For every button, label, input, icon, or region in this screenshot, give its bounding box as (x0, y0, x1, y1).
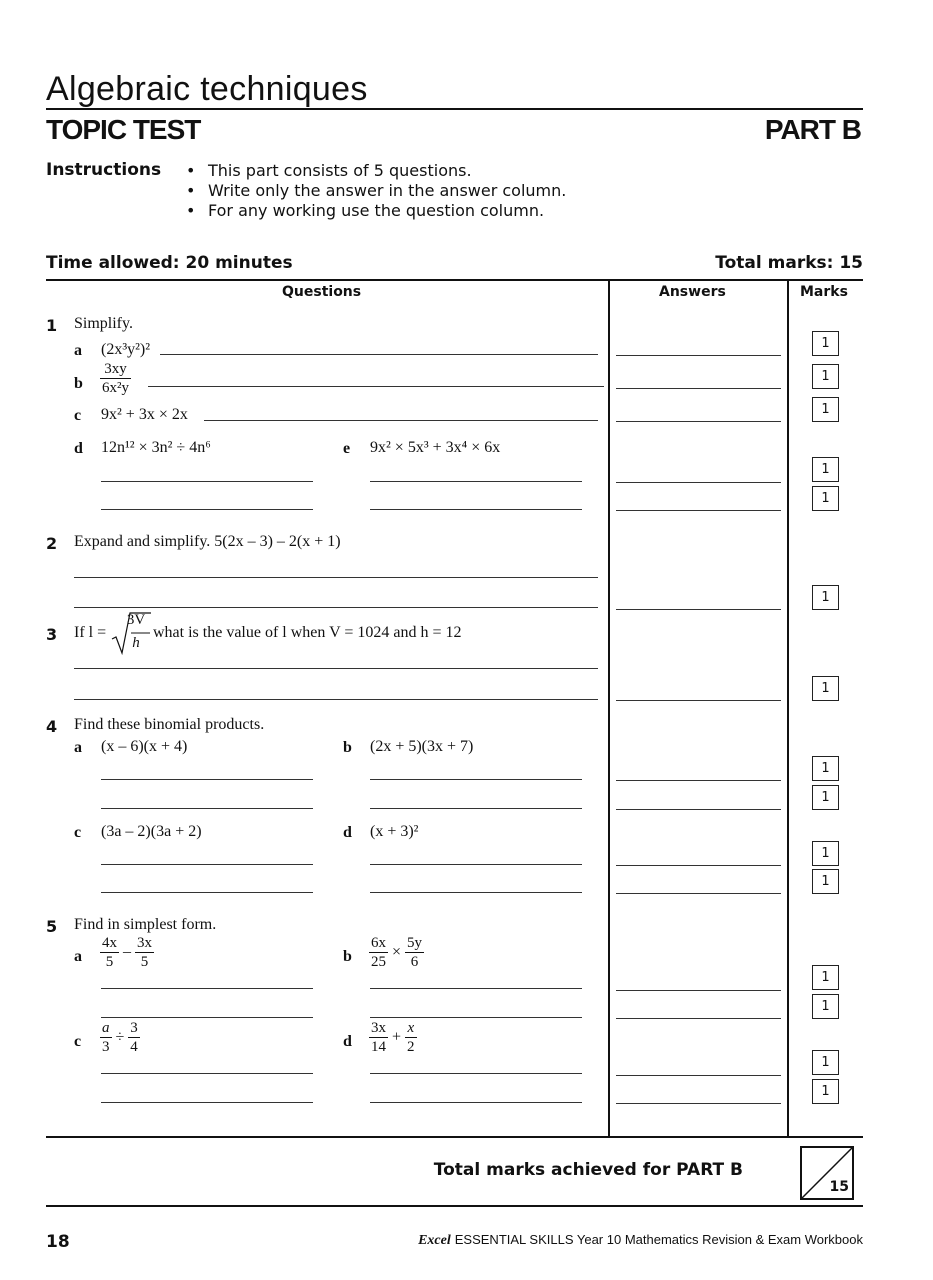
part-label: d (74, 440, 83, 457)
math-expression: 9x² × 5x³ + 3x⁴ × 6x (370, 439, 501, 456)
fraction-numerator: a (102, 1020, 110, 1036)
question-prompt-start: If l = (74, 624, 107, 641)
book-title (418, 1232, 863, 1249)
instructions-list (186, 161, 566, 221)
answer-line[interactable] (616, 1075, 781, 1076)
sqrt-numerator: 3V (126, 612, 146, 628)
working-line[interactable] (74, 607, 598, 608)
mark-box: 1 (812, 994, 839, 1019)
mark-box: 1 (812, 1079, 839, 1104)
part-label: d (343, 824, 352, 841)
section-title: TOPIC TEST (46, 114, 201, 145)
fraction-denominator: 5 (140, 954, 149, 970)
working-line[interactable] (101, 808, 313, 809)
fraction-expression (100, 362, 131, 396)
fraction-numerator: 5y (407, 935, 423, 951)
question-number: 4 (46, 717, 58, 736)
working-line[interactable] (204, 420, 598, 421)
answer-line[interactable] (616, 865, 781, 866)
mark-box: 1 (812, 331, 839, 356)
answer-line[interactable] (616, 809, 781, 810)
working-line[interactable] (370, 892, 582, 893)
part-label: b (343, 739, 352, 756)
working-line[interactable] (101, 509, 313, 510)
working-line[interactable] (101, 779, 313, 780)
instruction-item: • Write only the answer in the answer column. (186, 181, 566, 201)
questions-column-header: Questions (282, 284, 362, 300)
mark-box: 1 (812, 585, 839, 610)
math-expression: 12n¹² × 3n² ÷ 4n⁶ (101, 439, 211, 456)
fraction-expression (100, 936, 154, 970)
answer-line[interactable] (616, 780, 781, 781)
sqrt-denominator: h (132, 635, 140, 651)
question-prompt: Find these binomial products. (74, 716, 265, 733)
math-expression: (x – 6)(x + 4) (101, 738, 188, 755)
working-line[interactable] (370, 509, 582, 510)
working-line[interactable] (370, 779, 582, 780)
working-line[interactable] (74, 577, 598, 578)
working-line[interactable] (148, 386, 604, 387)
working-line[interactable] (370, 1017, 582, 1018)
question-prompt: Find in simplest form. (74, 916, 217, 933)
mark-box: 1 (812, 486, 839, 511)
working-line[interactable] (370, 988, 582, 989)
working-line[interactable] (101, 481, 313, 482)
header-rule (46, 108, 863, 110)
working-line[interactable] (370, 481, 582, 482)
total-achieved-box[interactable] (800, 1146, 854, 1200)
answer-line[interactable] (616, 355, 781, 356)
fraction-denominator: 5 (105, 954, 114, 970)
operator: ÷ (115, 1028, 125, 1046)
answer-line[interactable] (616, 700, 781, 701)
chapter-title: Algebraic techniques (46, 70, 368, 108)
part-label: e (343, 440, 351, 457)
operator: × (392, 943, 402, 961)
part-label: d (343, 1033, 352, 1050)
marks-divider (787, 279, 789, 1137)
working-line[interactable] (160, 354, 598, 355)
footer-rule (46, 1205, 863, 1207)
working-line[interactable] (101, 1102, 313, 1103)
fraction-expression (369, 1021, 417, 1055)
fraction-denominator: 3 (102, 1039, 110, 1055)
fraction-numerator: 3x (137, 935, 152, 951)
working-line[interactable] (74, 668, 598, 669)
part-label: b (343, 948, 352, 965)
fraction-expression (100, 1021, 140, 1055)
part-label: a (74, 342, 82, 359)
part-title: PART B (764, 114, 861, 145)
answer-line[interactable] (616, 388, 781, 389)
fraction-denominator: 14 (371, 1039, 386, 1055)
mark-box: 1 (812, 1050, 839, 1075)
working-line[interactable] (101, 1073, 313, 1074)
brand-logo: Excel (418, 1233, 451, 1248)
working-line[interactable] (370, 864, 582, 865)
working-line[interactable] (101, 892, 313, 893)
table-top-rule (46, 279, 863, 281)
part-label: b (74, 375, 83, 392)
answer-line[interactable] (616, 482, 781, 483)
math-expression: (x + 3)² (370, 823, 419, 840)
fraction-denominator: 25 (371, 954, 386, 970)
working-line[interactable] (101, 864, 313, 865)
part-label: c (74, 824, 82, 841)
instruction-item: • This part consists of 5 questions. (186, 161, 566, 181)
part-label: a (74, 739, 82, 756)
working-line[interactable] (101, 1017, 313, 1018)
fraction-denominator: 6 (410, 954, 419, 970)
answer-line[interactable] (616, 421, 781, 422)
answer-line[interactable] (616, 893, 781, 894)
math-expression: 9x² + 3x × 2x (101, 406, 188, 423)
answer-line[interactable] (616, 510, 781, 511)
fraction-numerator: 4x (102, 935, 117, 951)
question-number: 5 (46, 917, 58, 936)
fraction-numerator: 3xy (100, 362, 131, 379)
mark-box: 1 (812, 965, 839, 990)
operator: – (123, 943, 131, 961)
operator: + (392, 1028, 402, 1046)
question-number: 3 (46, 625, 58, 644)
fraction-denominator: 6x²y (102, 380, 129, 396)
question-prompt: Simplify. (74, 315, 133, 332)
fraction-expression (369, 936, 424, 970)
working-line[interactable] (370, 808, 582, 809)
instructions-label: Instructions (46, 160, 162, 180)
mark-box: 1 (812, 841, 839, 866)
mark-box: 1 (812, 869, 839, 894)
total-marks: Total marks: 15 (715, 253, 863, 273)
total-achieved-label: Total marks achieved for PART B (433, 1160, 743, 1180)
time-allowed: Time allowed: 20 minutes (46, 253, 293, 273)
instruction-item: • For any working use the question column. (186, 201, 566, 221)
answers-divider (608, 279, 610, 1137)
question-number: 1 (46, 316, 58, 335)
table-bottom-rule (46, 1136, 863, 1138)
math-expression: (2x³y²)² (101, 341, 151, 358)
question-prompt: Expand and simplify. 5(2x – 3) – 2(x + 1) (74, 533, 341, 550)
mark-box: 1 (812, 676, 839, 701)
page-number: 18 (46, 1232, 70, 1252)
answer-line[interactable] (616, 990, 781, 991)
fraction-denominator: 2 (407, 1039, 415, 1055)
math-expression: (2x + 5)(3x + 7) (370, 738, 474, 755)
working-line[interactable] (370, 1073, 582, 1074)
book-title-text: ESSENTIAL SKILLS Year 10 Mathematics Revision & Exam Workbook (454, 1232, 863, 1247)
mark-box: 1 (812, 397, 839, 422)
fraction-numerator: 6x (371, 935, 386, 951)
fraction-numerator: 3x (371, 1020, 386, 1036)
marks-column-header: Marks (800, 284, 848, 300)
question-number: 2 (46, 534, 58, 553)
math-expression: (3a – 2)(3a + 2) (101, 823, 202, 840)
fraction-numerator: 3 (130, 1020, 138, 1036)
mark-box: 1 (812, 457, 839, 482)
working-line[interactable] (101, 988, 313, 989)
fraction-numerator: x (405, 1021, 417, 1038)
mark-box: 1 (812, 756, 839, 781)
answer-line[interactable] (616, 1018, 781, 1019)
mark-box: 1 (812, 785, 839, 810)
answer-line[interactable] (616, 1103, 781, 1104)
answer-line[interactable] (616, 609, 781, 610)
part-label: c (74, 407, 82, 424)
part-label: c (74, 1033, 82, 1050)
answers-column-header: Answers (659, 284, 726, 300)
part-label: a (74, 948, 82, 965)
working-line[interactable] (370, 1102, 582, 1103)
mark-box: 1 (812, 364, 839, 389)
fraction-denominator: 4 (130, 1039, 138, 1055)
working-line[interactable] (74, 699, 598, 700)
total-possible-value: 15 (829, 1179, 849, 1195)
question-prompt-end: what is the value of l when V = 1024 and h = 12 (153, 624, 462, 641)
